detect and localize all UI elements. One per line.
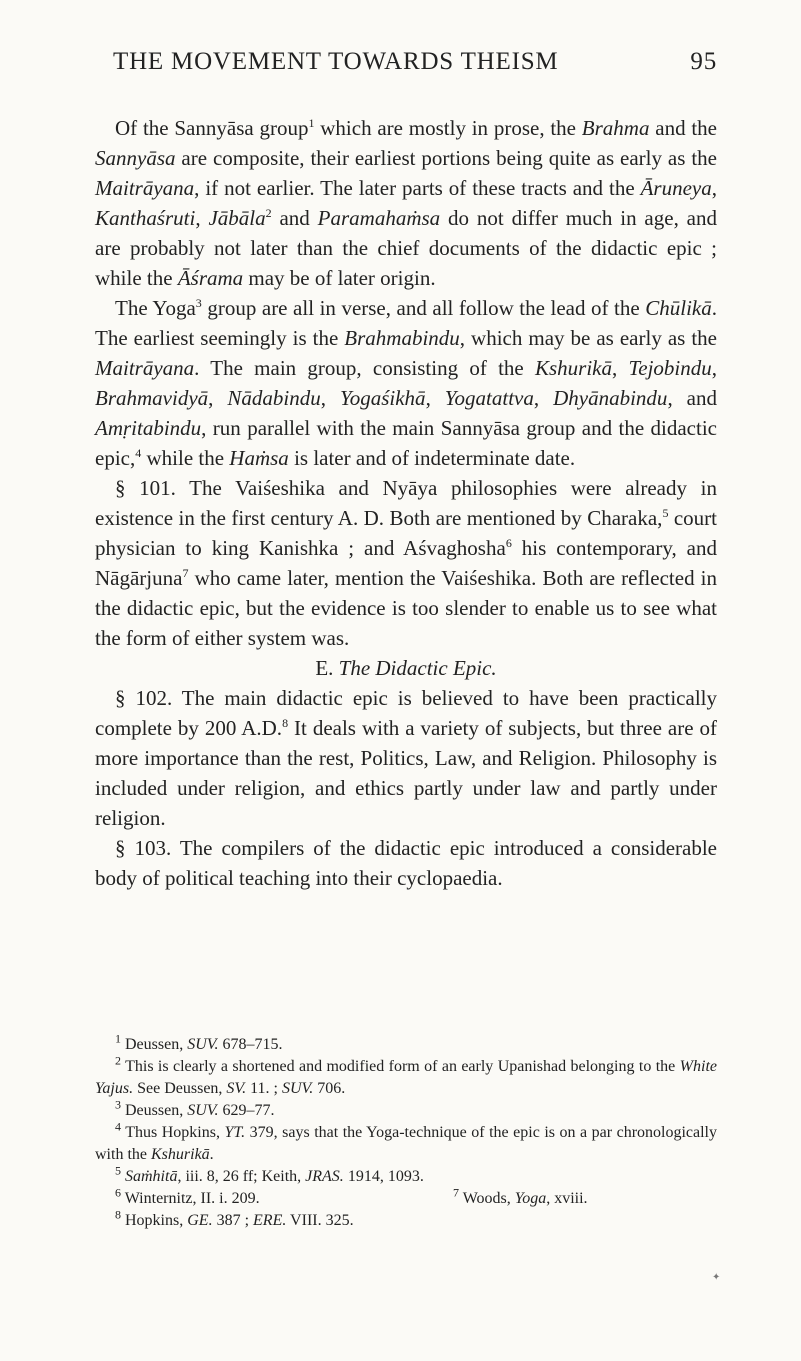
page-number: 95 [690, 48, 717, 75]
footnote-row [95, 1185, 717, 1210]
footnote: $^1$ Deussen, SUV. 678–715. [115, 1031, 283, 1053]
footnote: $^5$ Saṁhitā, iii. 8, 26 ff; Keith, JRAS. 1914, 1093. [115, 1163, 424, 1185]
paragraph: Of the Sannyāsa group$^1$ which are mostly in prose, the Brahma and the Sannyāsa are composite, their earliest portions being quite as early as the Maitrāyana, if not earlier. The later parts of these tracts and the Āruneya, Kanthaśruti, Jābāla$^2$ and Paramahaṁsa do not differ much in age, and are probably not later than the chief documents of the didactic epic ; while the Āśrama may be of later origin. [95, 116, 718, 290]
footnote: $^7$ Woods, Yoga, xviii. [453, 1185, 588, 1207]
footnote-ref: 7 [182, 566, 189, 580]
footnote: $^8$ Hopkins, GE. 387 ; ERE. VIII. 325. [115, 1207, 354, 1229]
paragraph: § 101. The Vaiśeshika and Nyāya philosophies were already in existence in the first century A. D. Both are mentioned by Charaka,$^5$ court physician to king Kanishka ; and Aśvaghosha$^6$ his contemporary, and Nāgārjuna$^7$ who came later, mention the Vaiśeshika. Both are reflected in the didactic epic, but the evidence is too slender to enable us to see what the form of either system was. [95, 476, 717, 650]
footnote: $^3$ Deussen, SUV. 629–77. [115, 1097, 275, 1119]
paragraph: The Yoga$^3$ group are all in verse, and all follow the lead of the Chūlikā. The earliest seemingly is the Brahmabindu, which may be as early as the Maitrāyana. The main group, consisting of the Kshurikā, Tejobindu, Brahmavidyā, Nādabindu, Yogaśikhā, Yogatattva, Dhyānabindu, and Amṛitabindu, run parallel with the main Sannyāsa group and the didactic epic,$^4$ while the Haṁsa is later and of indeterminate date. [95, 296, 717, 470]
footnotes [95, 1031, 718, 1232]
footnote-ref: 2 [265, 206, 272, 220]
footnote-ref: 1 [308, 116, 315, 130]
footnote-ref: 4 [135, 446, 142, 460]
footnote-ref: 6 [505, 536, 512, 550]
footnote: $^4$ Thus Hopkins, YT. 379, says that the Yoga-technique of the epic is on a par chronologically with the Kshurikā. [95, 1119, 718, 1163]
footnote-ref: 8 [282, 716, 289, 730]
paragraph: § 102. The main didactic epic is believed to have been practically complete by 200 A.D.$^8$ It deals with a variety of subjects, but three are of more importance than the rest, Politics, Law, and Religion. Philosophy is included under religion, and ethics partly under law and partly under religion. [95, 686, 718, 830]
footnote: $^2$ This is clearly a shortened and modified form of an early Upanishad belonging to the White Yajus. See Deussen, SV. 11. ; SUV. 706. [95, 1053, 717, 1097]
footnote-ref: 3 [195, 296, 202, 310]
footnote-ref: 5 [662, 506, 669, 520]
body-text [95, 113, 717, 893]
paragraph: § 103. The compilers of the didactic epic introduced a considerable body of political teaching into their cyclopaedia. [95, 836, 717, 890]
ink-mark-icon: ✦ [712, 1272, 721, 1283]
running-title: THE MOVEMENT TOWARDS THEISM [113, 48, 559, 75]
footnote: $^6$ Winternitz, II. i. 209. [115, 1185, 260, 1207]
section-heading: E. The Didactic Epic. [315, 656, 497, 680]
